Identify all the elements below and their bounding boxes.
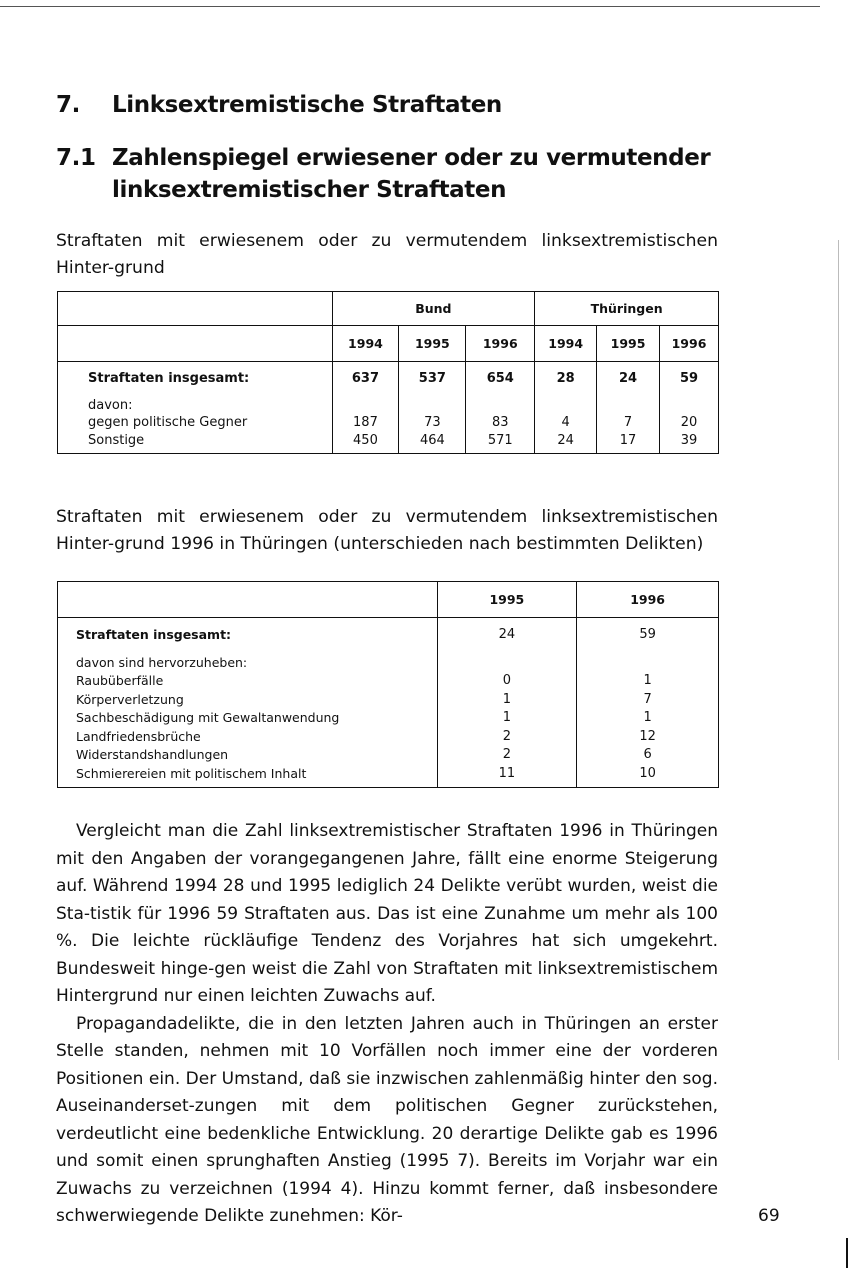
table1-col (597, 362, 660, 454)
total-value: 24 (498, 627, 516, 642)
cell-value: 2 (502, 747, 512, 762)
total-value: 654 (486, 371, 514, 386)
cell-value: 10 (639, 765, 656, 781)
year-header: 1994 (535, 326, 597, 362)
total-value: 59 (679, 371, 699, 386)
row-label: Körperverletzung (76, 691, 184, 707)
cell-value: 7 (623, 415, 633, 430)
section-number: 7. (56, 92, 80, 118)
table1-col (466, 362, 535, 454)
year-header: 1994 (332, 326, 399, 362)
cell-value: 7 (643, 691, 652, 707)
table2-corner (58, 582, 438, 618)
page-number: 69 (758, 1206, 780, 1226)
table-bund-thueringen (57, 291, 719, 454)
year-header: 1995 (399, 326, 466, 362)
cell-value: 571 (487, 432, 513, 448)
table1-col (332, 362, 399, 454)
table1-corner (58, 292, 333, 326)
total-label: Straftaten insgesamt: (88, 371, 250, 386)
cell-value: 83 (491, 415, 509, 430)
cell-value: 11 (498, 765, 516, 781)
cell-value: 73 (424, 415, 441, 430)
table1-labels (58, 362, 333, 454)
table2-year-header (58, 582, 719, 618)
table2-col (437, 618, 577, 788)
scan-edge-mark (846, 1238, 848, 1268)
total-value: 28 (556, 371, 575, 386)
row-label: Raubüberfälle (76, 673, 164, 688)
total-value: 537 (418, 371, 446, 386)
scan-edge-line (838, 240, 840, 1060)
cell-value: 1 (502, 710, 512, 725)
subsection-title: Zahlenspiegel erwiesener oder zu vermutender linksextremistischer Straftaten (112, 145, 711, 203)
table1-corner-2 (58, 326, 333, 362)
cell-value: 0 (502, 673, 512, 688)
year-header: 1996 (466, 326, 535, 362)
cell-value: 464 (419, 432, 445, 448)
year-header: 1996 (577, 582, 719, 618)
davon-label: davon sind hervorzuheben: (76, 654, 248, 670)
cell-value: 17 (619, 432, 637, 448)
body-text (56, 818, 718, 1231)
table2-labels (58, 618, 438, 788)
table1-col (535, 362, 597, 454)
cell-value: 4 (561, 415, 570, 430)
table1-col (660, 362, 719, 454)
table-delikte-thueringen (57, 581, 719, 788)
subsection-number: 7.1 (56, 145, 96, 171)
section-title: Linksextremistische Straftaten (112, 92, 502, 118)
cell-value: 187 (353, 415, 378, 430)
total-value: 59 (639, 627, 656, 642)
table1-group-header (58, 292, 719, 326)
table1-body (58, 362, 719, 454)
cell-value: 1 (502, 691, 512, 707)
row-label: Sonstige (88, 432, 145, 448)
year-header: 1995 (597, 326, 660, 362)
group-bund: Bund (332, 292, 535, 326)
body-paragraph-1: Vergleicht man die Zahl linksextremistischer Straftaten 1996 in Thüringen mit den Angaben der vorangegangenen Jahre, fällt eine enorme Steigerung auf. Während 1994 28 und 1995 lediglich 24 Delikte verübt wurden, weist die Sta-tistik für 1996 59 Straftaten aus. Das ist eine Zunahme um mehr als 100 %. Die leichte rückläufige Tendenz des Vorjahres hat sich umgekehrt. Bundesweit hinge-gen weist die Zahl von Straftaten mit linksextremistischem Hintergrund nur einen leichten Zuwachs auf. (56, 821, 718, 1006)
section-heading (56, 92, 502, 118)
total-label: Straftaten insgesamt: (76, 627, 232, 642)
cell-value: 12 (639, 728, 656, 744)
row-label: Schmierereien mit politischem Inhalt (76, 765, 307, 781)
row-label: Widerstandshandlungen (76, 747, 229, 762)
table1-col (399, 362, 466, 454)
group-thueringen: Thüringen (535, 292, 719, 326)
davon-label: davon: (88, 397, 133, 413)
cell-value: 1 (643, 673, 652, 688)
cell-value: 20 (680, 415, 698, 430)
cell-value: 450 (353, 432, 378, 448)
row-label: Sachbeschädigung mit Gewaltanwendung (76, 710, 340, 725)
cell-value: 6 (643, 747, 652, 762)
top-rule (0, 6, 820, 7)
row-label: Landfriedensbrüche (76, 728, 201, 744)
total-value: 637 (351, 371, 380, 386)
year-header: 1996 (660, 326, 719, 362)
cell-value: 24 (557, 432, 574, 448)
table1-year-header (58, 326, 719, 362)
table2-caption: Straftaten mit erwiesenem oder zu vermutendem linksextremistischen Hinter-grund 1996 in Thüringen (unterschieden nach bestimmten Delikten) (56, 507, 718, 554)
table2-col (577, 618, 719, 788)
table1-caption: Straftaten mit erwiesenem oder zu vermutendem linksextremistischen Hinter-grund (56, 231, 718, 278)
row-label: gegen politische Gegner (88, 415, 248, 430)
body-paragraph-2: Propagandadelikte, die in den letzten Jahren auch in Thüringen an erster Stelle standen, nehmen mit 10 Vorfällen noch immer eine der vorderen Positionen ein. Der Umstand, daß sie inzwischen zahlenmäßig hinter den sog. Auseinanderset-zungen mit dem politischen Gegner zurückstehen, verdeutlicht eine bedenkliche Entwicklung. 20 derartige Delikte gab es 1996 und somit einen sprunghaften Anstieg (1995 7). Bereits im Vorjahr war ein Zuwachs zu verzeichnen (1994 4). Hinzu kommt ferner, daß insbesondere schwerwiegende Delikte zunehmen: Kör- (56, 1013, 718, 1226)
total-value: 24 (619, 371, 638, 386)
cell-value: 1 (643, 710, 652, 725)
year-header: 1995 (437, 582, 577, 618)
cell-value: 2 (502, 728, 512, 744)
table2-body (58, 618, 719, 788)
cell-value: 39 (680, 432, 698, 448)
